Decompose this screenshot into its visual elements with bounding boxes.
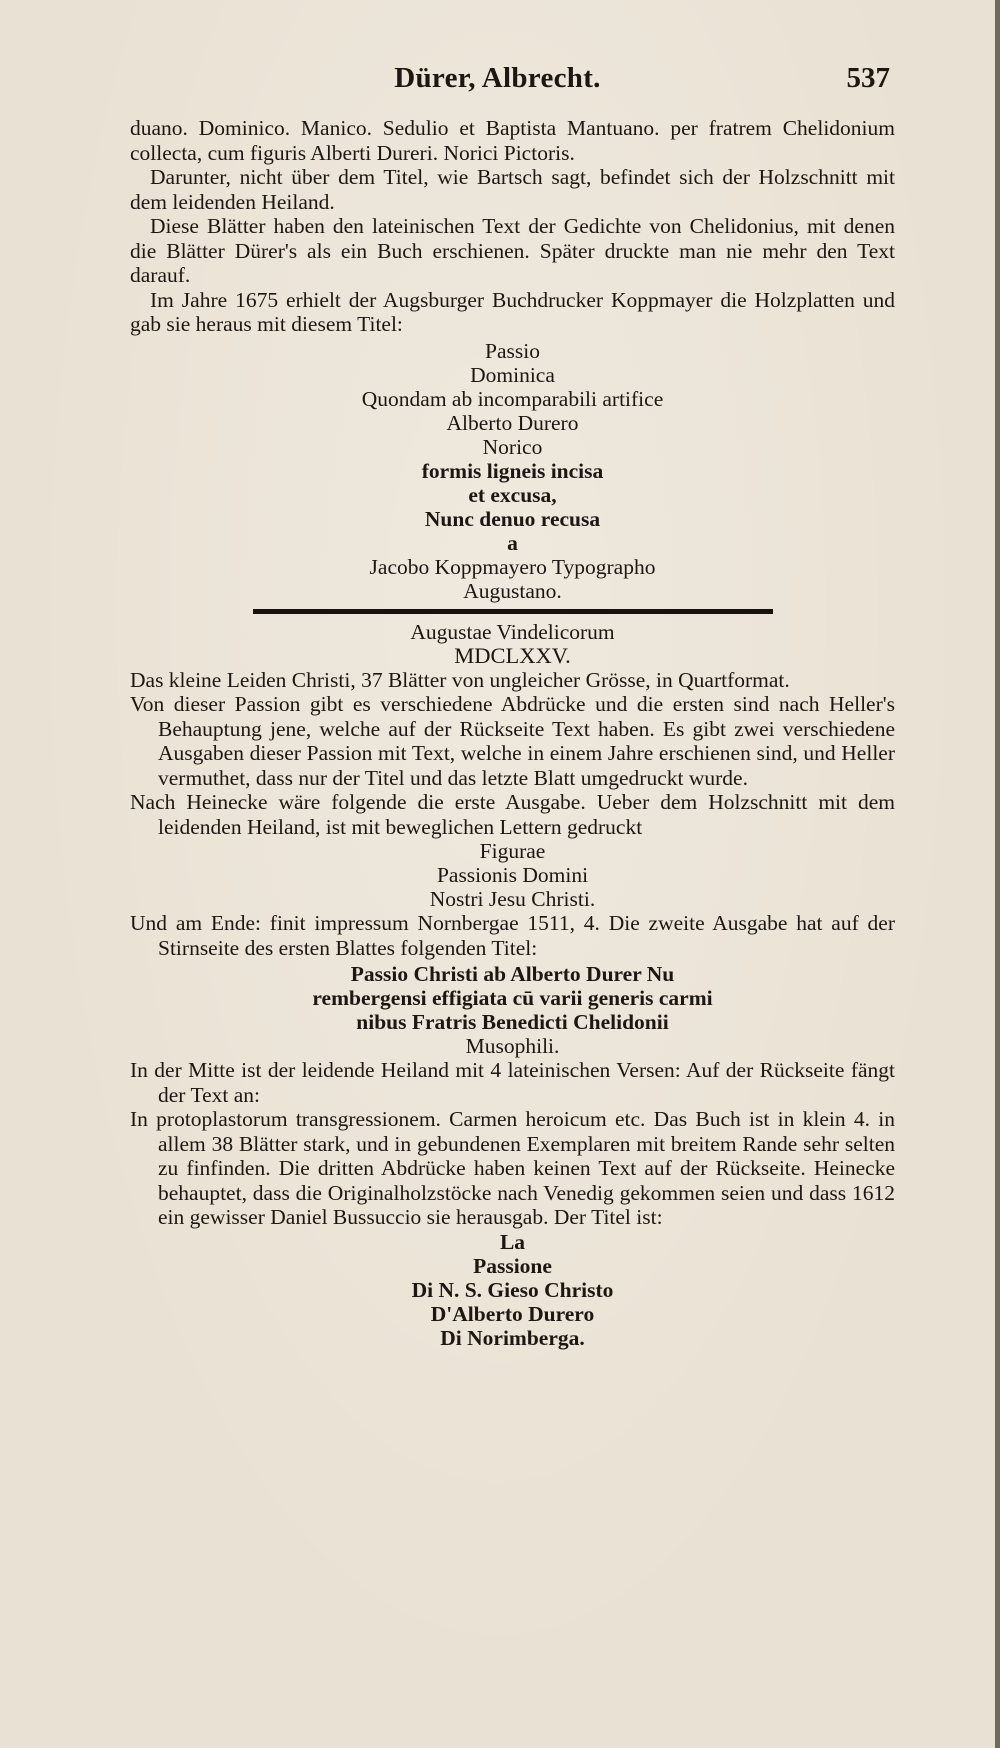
- running-head: Dürer, Albrecht.: [394, 62, 601, 94]
- title-line: Di N. S. Gieso Christo: [411, 1277, 614, 1302]
- paragraph-heller: Von dieser Passion gibt es verschiedene Abdrücke und die ersten sind nach Heller's Behauptung jene, welche auf der Rückseite Text haben. Es gibt zwei verschiedene Ausgaben dieser Passion mit Text, welche in einem Jahre erschienen sind, und Heller vermuthet, dass nur der Titel und das letzte Blatt umgedruckt wurde.: [130, 692, 895, 790]
- paragraph-chelidonius: Diese Blätter haben den lateinischen Text der Gedichte von Chelidonius, mit denen die Blätter Dürer's als ein Buch erschienen. Später druckte man nie mehr den Text darauf.: [130, 214, 895, 287]
- imprint-1675: [130, 620, 895, 668]
- title-line: D'Alberto Durero: [430, 1301, 595, 1326]
- page-header: [0, 58, 995, 98]
- title-line: Passione: [473, 1253, 552, 1278]
- horizontal-rule: [253, 609, 773, 614]
- paragraph-protoplastorum: In protoplastorum transgressionem. Carmen heroicum etc. Das Buch ist in klein 4. in allem 38 Blätter stark, und in gebundenen Exemplaren mit breitem Rande sehr selten zu finfinden. Die dritten Abdrücke haben keinen Text auf der Rückseite. Heinecke behauptet, dass die Originalholzstöcke nach Venedig gekommen seien und dass 1612 ein gewisser Daniel Bussuccio sie herausgab. Der Titel ist:: [130, 1107, 895, 1229]
- title-line: Passionis Domini: [436, 863, 589, 887]
- title-line: Dominica: [470, 362, 555, 387]
- title-line: formis ligneis incisa: [421, 458, 604, 483]
- title-block-passio: [130, 962, 895, 1058]
- title-line: La: [499, 1229, 526, 1254]
- title-line: Passio Christi ab Alberto Durer Nu: [350, 962, 675, 986]
- title-line: Musophili.: [465, 1034, 560, 1058]
- title-line: Alberto Durero: [446, 410, 579, 435]
- paragraph-am-ende: Und am Ende: finit impressum Nornbergae 1511, 4. Die zweite Ausgabe hat auf der Stirnseite des ersten Blattes folgenden Titel:: [130, 911, 895, 960]
- title-line: Di Norimberga.: [440, 1325, 585, 1350]
- paragraph-koppmayer: Im Jahre 1675 erhielt der Augsburger Buchdrucker Koppmayer die Holzplatten und gab sie heraus mit diesem Titel:: [130, 287, 895, 336]
- page-number: 537: [846, 62, 890, 94]
- title-line: Augustano.: [463, 578, 562, 603]
- title-line: Nunc denuo recusa: [424, 506, 601, 531]
- title-line: Jacobo Koppmayero Typographo: [369, 554, 656, 579]
- title-line: rembergensi effigiata cū varii generis carmi: [312, 986, 713, 1010]
- title-line: nibus Fratris Benedicti Chelidonii: [356, 1010, 669, 1034]
- paragraph-continuation: duano. Dominico. Manico. Sedulio et Baptista Mantuano. per fratrem Chelidonium collecta, cum figuris Alberti Dureri. Norici Pictoris.: [130, 116, 895, 165]
- paragraph-kleine-leiden: Das kleine Leiden Christi, 37 Blätter von ungleicher Grösse, in Quartformat.: [130, 667, 790, 692]
- paragraph-mitte: In der Mitte ist der leidende Heiland mit 4 lateinischen Versen: Auf der Rückseite fängt der Text an:: [130, 1058, 895, 1107]
- paragraph-heinecke: Nach Heinecke wäre folgende die erste Ausgabe. Ueber dem Holzschnitt mit dem leidenden Heiland, ist mit beweglichen Lettern gedruckt: [130, 790, 895, 839]
- title-line: Passio: [485, 338, 540, 363]
- imprint-line: MDCLXXV.: [454, 642, 571, 668]
- title-line: Nostri Jesu Christi.: [429, 887, 596, 911]
- imprint-line: Augustae Vindelicorum: [410, 619, 615, 644]
- title-line: et excusa,: [468, 482, 557, 507]
- page-body: [130, 116, 895, 1350]
- title-line: Quondam ab incomparabili artifice: [361, 386, 664, 411]
- title-block-1675: [130, 339, 895, 603]
- title-block-figurae: [130, 839, 895, 911]
- title-line: Norico: [482, 434, 543, 459]
- title-block-passione: [130, 1230, 895, 1350]
- title-line: a: [507, 530, 518, 555]
- title-line: Figurae: [479, 839, 546, 863]
- paragraph-bartsch: Darunter, nicht über dem Titel, wie Bartsch sagt, befindet sich der Holzschnitt mit dem leidenden Heiland.: [130, 165, 895, 214]
